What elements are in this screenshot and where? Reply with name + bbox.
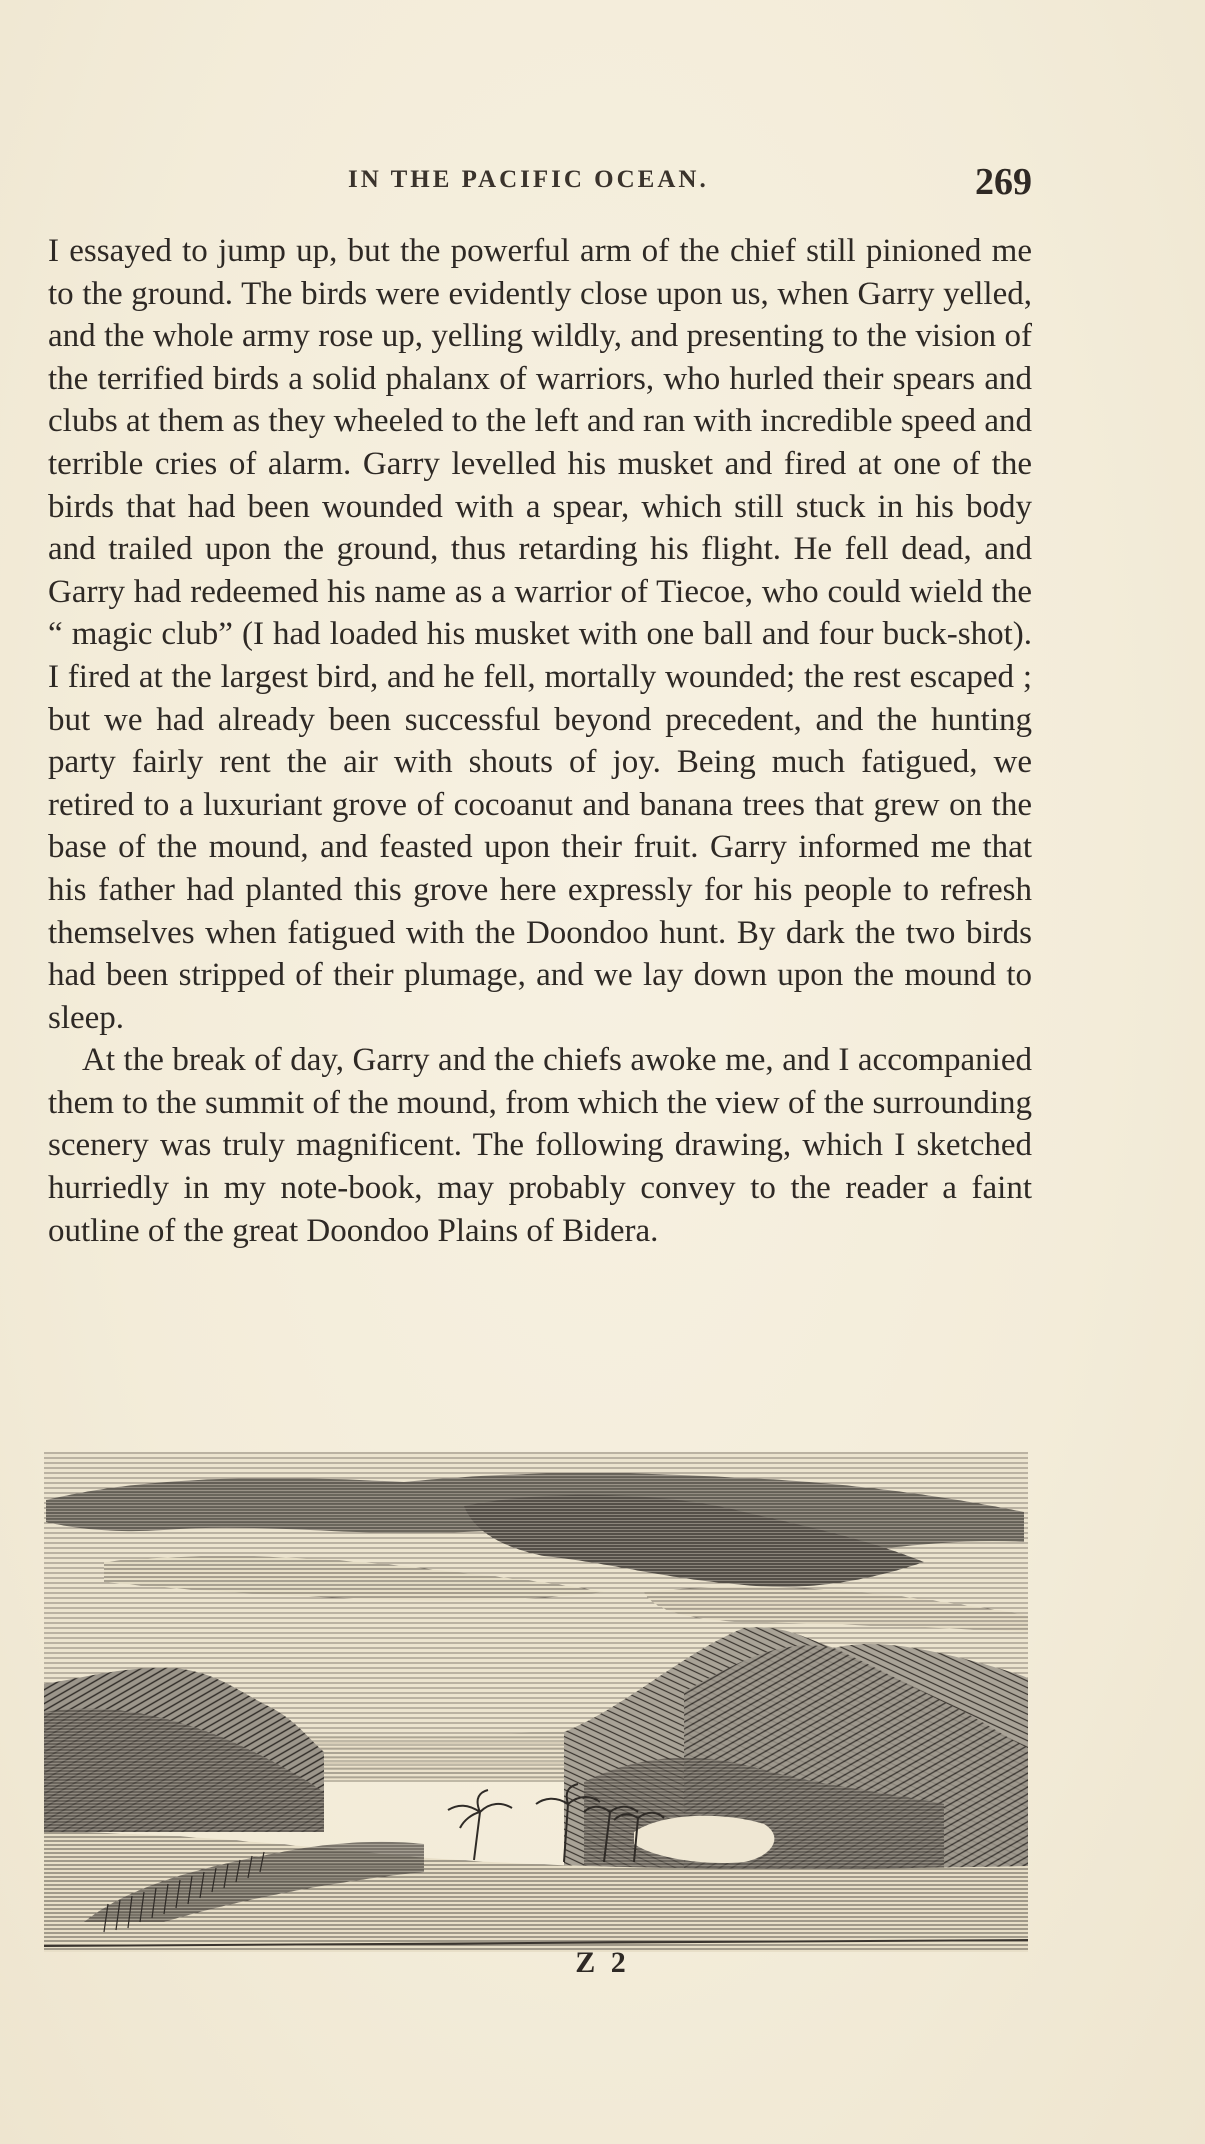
signature-mark: Z 2 — [575, 1946, 630, 1979]
paragraph-2: At the break of day, Garry and the chiefs awoke me, and I accompanied them to the summit of the mound, from which the view of the surrounding scenery was truly magnificent. The following drawing, which I sketched hurriedly in my note-book, may probably convey to the reader a faint outline of the great Doondoo Plains of Bidera. — [48, 1042, 1032, 1249]
engraving-doondoo-plains — [44, 1452, 1028, 1952]
running-head: IN THE PACIFIC OCEAN. — [348, 166, 709, 193]
page-number: 269 — [975, 161, 1032, 203]
body-text — [48, 230, 1032, 1252]
paragraph-1: I essayed to jump up, but the powerful arm of the chief still pinioned me to the ground. The birds were evidently close upon us, when Garry yelled, and the whole army rose up, yelling wildly, and presenting to the vision of the terrified birds a solid phalanx of warriors, who hurled their spears and clubs at them as they wheeled to the left and ran with incredible speed and terrible cries of alarm. Garry levelled his musket and fired at one of the birds that had been wounded with a spear, which still stuck in his body and trailed upon the ground, thus retarding his flight. He fell dead, and Garry had redeemed his name as a warrior of Tiecoe, who could wield the “ magic club” (I had loaded his musket with one ball and four buck-shot). I fired at the largest bird, and he fell, mortally wounded; the rest escaped ; but we had already been successful beyond precedent, and the hunting party fairly rent the air with shouts of joy. Being much fatigued, we retired to a luxuriant grove of cocoanut and banana trees that grew on the base of the mound, and feasted upon their fruit. Garry informed me that his father had planted this grove here expressly for his people to refresh themselves when fatigued with the Doondoo hunt. By dark the two birds had been stripped of their plumage, and we lay down upon the mound to sleep. — [48, 233, 1032, 1036]
page-header — [48, 160, 1032, 210]
